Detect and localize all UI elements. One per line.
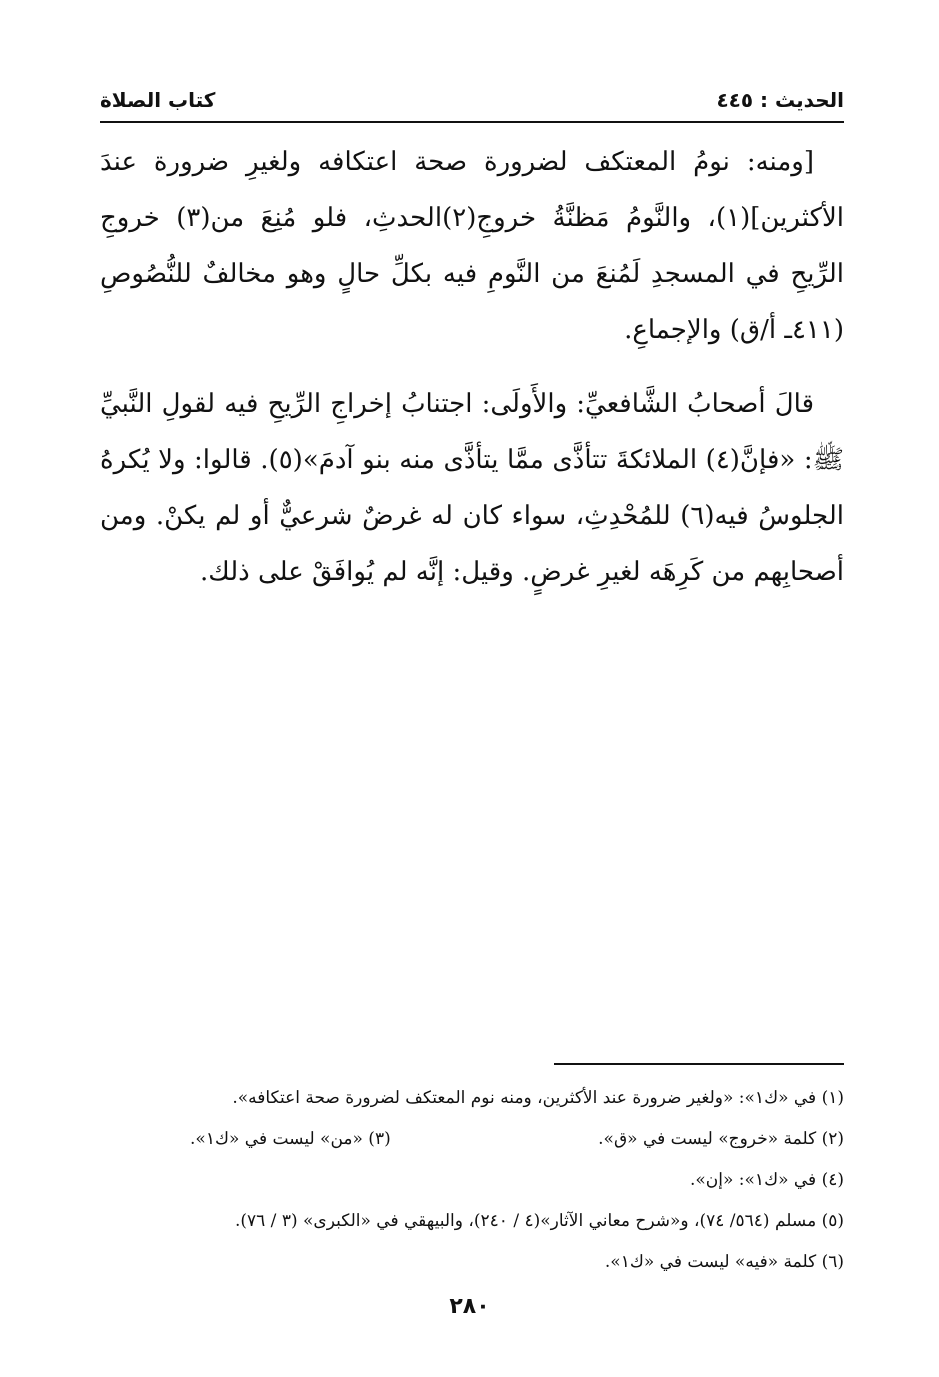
footnote-1: (١) في «ك١»: «ولغير ضرورة عند الأكثرين، ومنه نوم المعتكف لضرورة صحة اعتكافه». bbox=[232, 1088, 844, 1108]
footnotes bbox=[100, 1078, 844, 1283]
paragraph-1: [ومنه: نومُ المعتكف لضرورة صحة اعتكافه ولغيرِ ضرورة عندَ الأكثرين](١)، والنَّومُ مَظنَّةُ خروجِ(٢)الحدثِ، فلو مُنِعَ من(٣) خروجِ الرِّيحِ في المسجدِ لَمُنعَ من النَّومِ فيه بكلِّ حالٍ وهو مخالفٌ للنُّصُوصِ (٤١١ـ أ/ق) والإجماعِ. bbox=[100, 147, 844, 345]
footnote-3: (٣) «من» ليست في «ك١». bbox=[190, 1129, 391, 1149]
footnote-6: (٦) كلمة «فيه» ليست في «ك١». bbox=[604, 1252, 844, 1272]
page-number: ٢٨٠ bbox=[449, 1294, 490, 1319]
footnote-line bbox=[100, 1160, 844, 1201]
footnote-separator bbox=[554, 1063, 844, 1065]
footnote-4: (٤) في «ك١»: «إن». bbox=[689, 1170, 844, 1190]
footnote-line bbox=[100, 1201, 844, 1242]
header-rule bbox=[100, 121, 844, 123]
page-header bbox=[100, 82, 844, 122]
main-text bbox=[100, 134, 844, 600]
book-title: كتاب الصلاة bbox=[100, 88, 216, 112]
footnote-line bbox=[100, 1119, 844, 1160]
footnote-5: (٥) مسلم (٥٦٤/ ٧٤)، و«شرح معاني الآثار»(٤ / ٢٤٠)، والبيهقي في «الكبرى» (٣ / ٧٦). bbox=[234, 1211, 844, 1231]
footnote-line bbox=[100, 1242, 844, 1283]
footnote-2: (٢) كلمة «خروج» ليست في «ق». bbox=[598, 1129, 844, 1149]
footnote-line bbox=[100, 1078, 844, 1119]
paragraph-2: قالَ أصحابُ الشَّافعيِّ: والأَولَى: اجتنابُ إخراجِ الرِّيحِ فيه لقولِ النَّبيِّ ﷺ: «فإنَّ(٤) الملائكةَ تتأذَّى ممَّا يتأذَّى منه بنو آدمَ»(٥). قالوا: ولا يُكرهُ الجلوسُ فيه(٦) للمُحْدِثِ، سواء كان له غرضٌ شرعيٌّ أو لم يكنْ. ومن أصحابِهم من كَرِهَه لغيرِ غرضٍ. وقيل: إنَّه لم يُوافَقْ على ذلك. bbox=[100, 389, 844, 587]
hadith-number: الحديث : ٤٤٥ bbox=[716, 88, 844, 112]
